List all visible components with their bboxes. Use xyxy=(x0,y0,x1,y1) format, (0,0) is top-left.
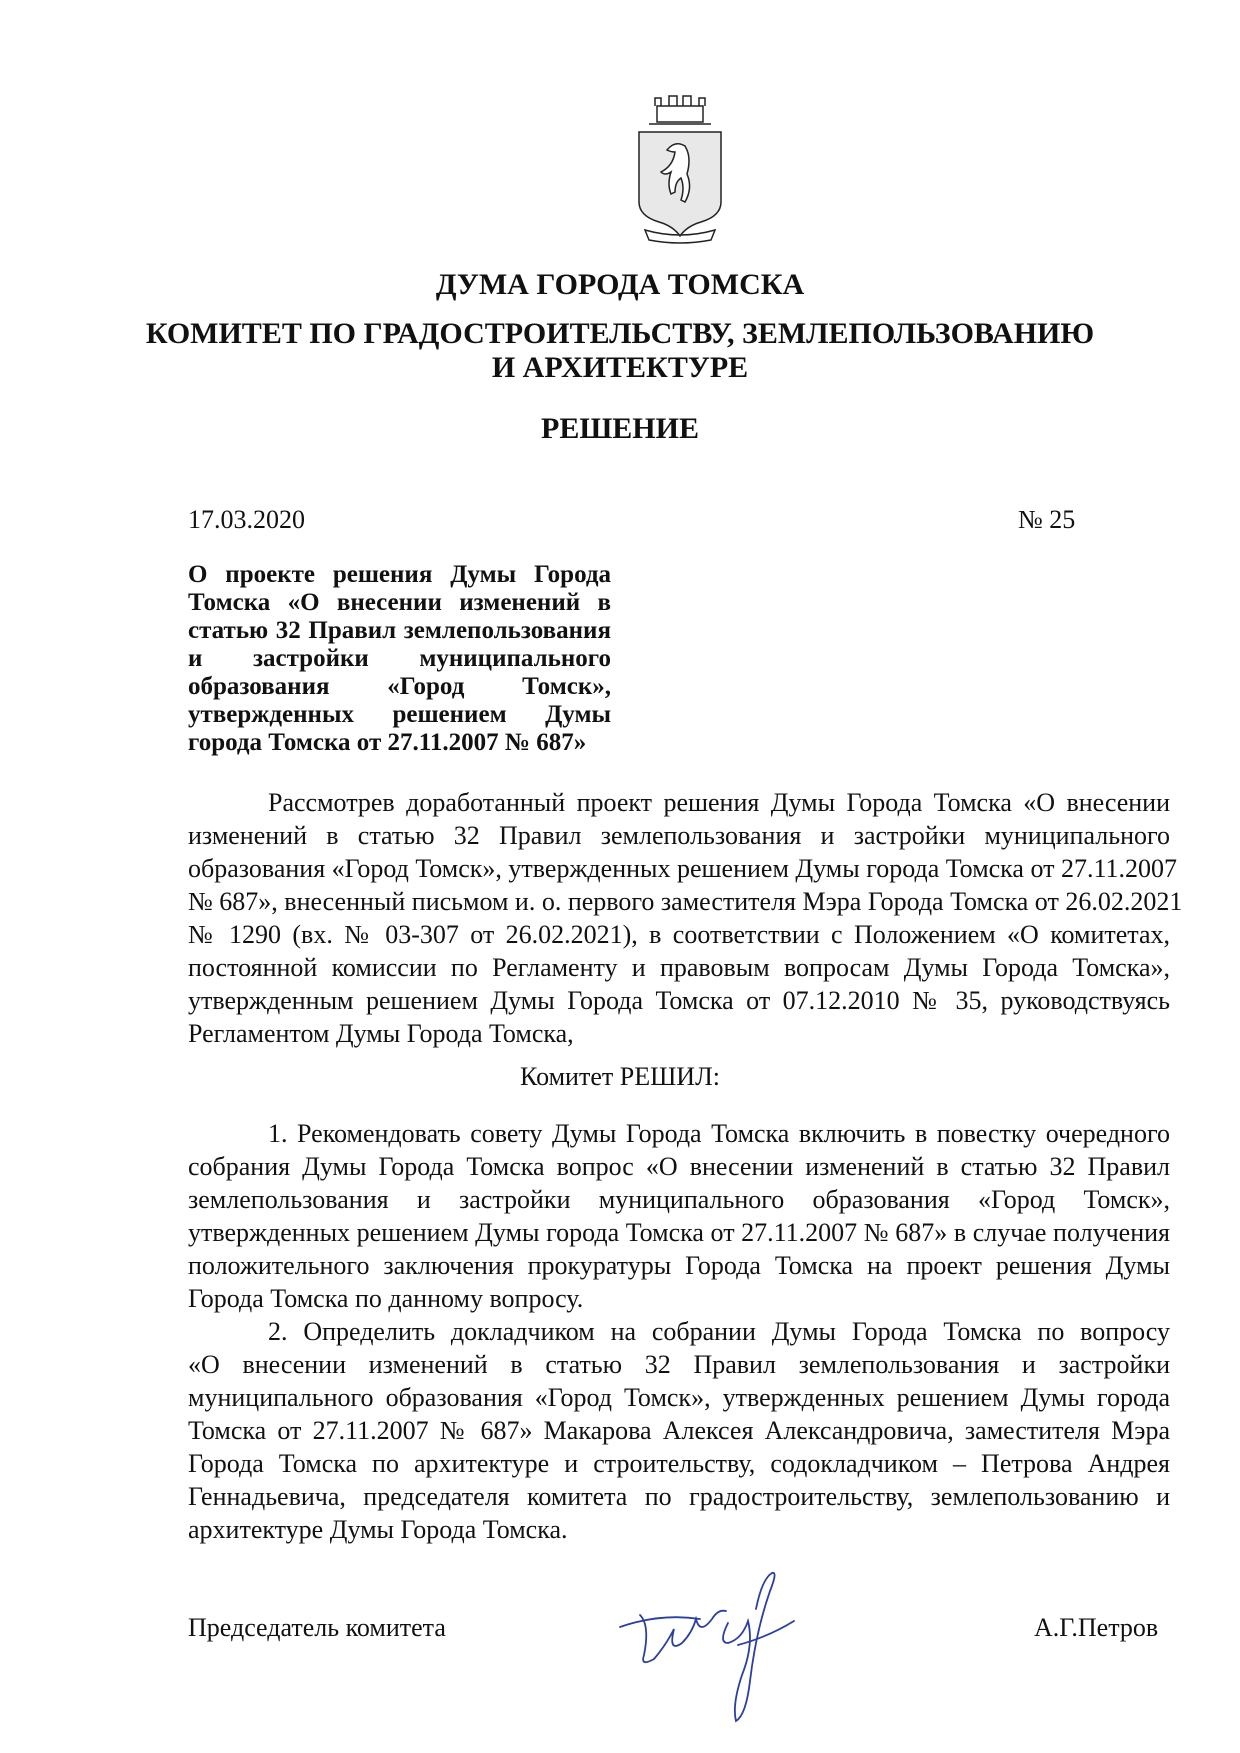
text-line: «О внесении изменений в статью 32 Правил землепользования и застройки xyxy=(188,1350,1170,1379)
text-line: муниципального образования «Город Томск», утвержденных решением Думы города xyxy=(188,1383,1170,1412)
subject-line: Томска «О внесении изменений в xyxy=(188,589,611,616)
committee-title-line2: И АРХИТЕКТУРЕ xyxy=(491,351,749,384)
text-line: № 1290 (вх. № 03-307 от 26.02.2021), в соответствии с Положением «О комитетах, xyxy=(188,920,1170,949)
text-line: утвержденным решением Думы Города Томска от 07.12.2010 № 35, руководствуясь xyxy=(188,986,1170,1015)
coat-of-arms-emblem xyxy=(625,88,735,248)
subject-line: О проекте решения Думы Города xyxy=(188,561,611,588)
text-line: Регламентом Думы Города Томска, xyxy=(188,1019,574,1048)
signatory-position: Председатель комитета xyxy=(188,1613,446,1642)
text-line: изменений в статью 32 Правил землепользования и застройки муниципального xyxy=(188,821,1170,850)
text-line: постоянной комиссии по Регламенту и правовым вопросам Думы Города Томска», xyxy=(188,953,1170,982)
committee-title-line1: КОМИТЕТ ПО ГРАДОСТРОИТЕЛЬСТВУ, ЗЕМЛЕПОЛЬЗОВАНИЮ xyxy=(145,317,1095,350)
subject-line: и застройки муниципального xyxy=(188,645,611,672)
text-line: № 687», внесенный письмом и. о. первого заместителя Мэра Города Томска от 26.02.2021 xyxy=(188,887,1183,916)
document-type: РЕШЕНИЕ xyxy=(541,412,699,445)
signatory-name: А.Г.Петров xyxy=(1034,1613,1159,1642)
text-line: архитектуре Думы Города Томска. xyxy=(188,1515,568,1544)
text-line: 1. Рекомендовать совету Думы Города Томска включить в повестку очередного xyxy=(268,1119,1170,1148)
document-number: № 25 xyxy=(1018,505,1076,534)
text-line: образования «Город Томск», утвержденных решением Думы города Томска от 27.11.2007 xyxy=(188,854,1178,883)
text-line: Города Томска по данному вопросу. xyxy=(188,1284,584,1313)
resolved-heading: Комитет РЕШИЛ: xyxy=(520,1062,720,1091)
org-title: ДУМА ГОРОДА ТОМСКА xyxy=(435,268,805,301)
subject-line: статью 32 Правил землепользования xyxy=(188,617,611,644)
text-line: Томска от 27.11.2007 № 687» Макарова Алексея Александровича, заместителя Мэра xyxy=(188,1416,1170,1445)
text-line: Рассмотрев доработанный проект решения Думы Города Томска «О внесении xyxy=(268,788,1170,817)
text-line: утвержденных решением Думы города Томска от 27.11.2007 № 687» в случае получения xyxy=(188,1218,1170,1247)
subject-line: образования «Город Томск», xyxy=(188,673,611,700)
text-line: землепользования и застройки муниципального образования «Город Томск», xyxy=(188,1185,1170,1214)
document-date: 17.03.2020 xyxy=(188,505,305,534)
text-line: Города Томска по архитектуре и строительству, содокладчиком – Петрова Андрея xyxy=(188,1449,1170,1478)
text-line: положительного заключения прокуратуры Города Томска на проект решения Думы xyxy=(188,1251,1170,1280)
handwritten-signature xyxy=(610,1565,820,1735)
subject-line: утвержденных решением Думы xyxy=(188,701,611,728)
text-line: собрания Думы Города Томска вопрос «О внесении изменений в статью 32 Правил xyxy=(188,1152,1170,1181)
text-line: Геннадьевича, председателя комитета по градостроительству, землепользованию и xyxy=(188,1482,1170,1511)
subject-line: города Томска от 27.11.2007 № 687» xyxy=(188,729,587,756)
text-line: 2. Определить докладчиком на собрании Думы Города Томска по вопросу xyxy=(268,1317,1170,1346)
